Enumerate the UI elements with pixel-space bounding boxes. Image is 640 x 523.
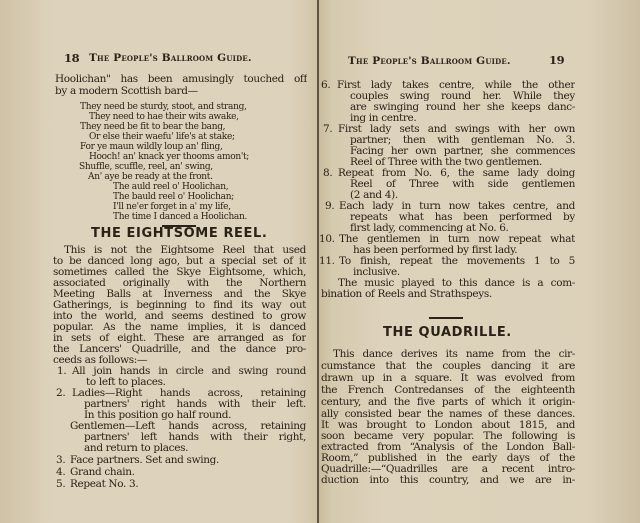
step-line: First lady sets and swings with her own bbox=[338, 124, 575, 135]
body-line: century, and the five parts of which it origin- bbox=[321, 397, 575, 408]
step-line: First lady takes centre, while the other bbox=[337, 80, 575, 91]
step-line: Facing her own partner, she commences bbox=[350, 146, 575, 157]
section-rule bbox=[429, 317, 463, 319]
music-line: The music played to this dance is a com- bbox=[338, 278, 575, 289]
body-line: into the world, and seems destined to grow bbox=[53, 311, 306, 322]
poem-line: For ye maun wildly loup an' fling, bbox=[80, 142, 223, 152]
poem-line: Or else their waefu' life's at stake; bbox=[89, 132, 235, 142]
body-line: drawn up in a square. It was evolved from bbox=[321, 373, 575, 384]
page-number: 19 bbox=[549, 53, 565, 67]
poem-line: They need be sturdy, stoot, and strang, bbox=[80, 102, 247, 112]
body-line: It was brought to London about 1815, and bbox=[321, 420, 575, 431]
step-line: Gentlemen—Left hands across, retaining bbox=[70, 421, 306, 432]
step-number: 8. bbox=[323, 167, 333, 179]
step-line: partners' left hands with their right, bbox=[84, 432, 306, 443]
poem-line: I'll ne'er forget in a' my life, bbox=[113, 202, 231, 212]
step-number: 9. bbox=[325, 200, 335, 212]
step-line: and return to places. bbox=[84, 442, 189, 454]
step-line: are swinging round her she keeps danc- bbox=[350, 102, 575, 113]
body-line: the Lancers' Quadrille, and the dance pro- bbox=[53, 344, 306, 355]
left-page bbox=[0, 0, 317, 523]
step-line: To finish, repeat the movements 1 to 5 bbox=[339, 256, 575, 267]
step-number: 4. bbox=[56, 466, 66, 478]
step-number: 6. bbox=[321, 79, 331, 91]
poem-line: Hooch! an' knack yer thooms amon't; bbox=[89, 152, 250, 162]
step-line: couples swing round her. While they bbox=[350, 91, 575, 102]
step-line: first lady, commencing at No. 6. bbox=[350, 222, 509, 234]
body-line: cumstance that the couples dancing it are bbox=[321, 361, 575, 372]
step-line: Grand chain. bbox=[70, 466, 135, 478]
step-line: In this position go half round. bbox=[84, 409, 232, 421]
poem-line: The auld reel o' Hoolichan, bbox=[113, 182, 229, 192]
section-title: THE EIGHTSOME REEL. bbox=[91, 226, 268, 241]
step-line: The gentlemen in turn now repeat what bbox=[339, 234, 575, 245]
running-head: The People's Ballroom Guide. bbox=[348, 55, 511, 67]
poem-line: An' aye be ready at the front. bbox=[88, 172, 213, 182]
step-line: (2 and 4). bbox=[350, 189, 398, 201]
body-line: Room,” published in the early days of the bbox=[321, 453, 575, 464]
body-line: extracted from “Analysis of the London Ball- bbox=[321, 442, 575, 453]
step-number: 11. bbox=[319, 255, 335, 267]
body-line: Meeting Balls at Inverness and the Skye bbox=[53, 289, 306, 300]
body-line: in sets of eight. These are arranged as for bbox=[53, 333, 306, 344]
poem-line: They need to hae their wits awake, bbox=[89, 112, 239, 122]
body-line: Gatherings, is beginning to find its way out bbox=[53, 300, 306, 311]
poem-line: The bauld reel o' Hoolichan; bbox=[113, 192, 234, 202]
body-line: ally consisted bear the names of these dances. bbox=[321, 409, 575, 420]
body-line: soon became very popular. The following is bbox=[321, 431, 575, 442]
poem-line: The time I danced a Hoolichan. bbox=[113, 212, 248, 222]
body-line: This is not the Eightsome Reel that used bbox=[64, 245, 306, 256]
step-line: Reel of Three with the two gentlemen. bbox=[350, 156, 543, 168]
body-line: associated originally with the Northern bbox=[53, 278, 306, 289]
step-number: 2. bbox=[56, 387, 66, 399]
poem-line: Shuffle, scuffle, reel, an' swing, bbox=[79, 162, 213, 172]
body-line: Quadrille:—“Quadrilles are a recent intro- bbox=[321, 464, 575, 475]
step-line: All join hands in circle and swing round bbox=[72, 366, 306, 377]
body-line: ceeds as follows:— bbox=[53, 354, 148, 366]
section-title: THE QUADRILLE. bbox=[383, 325, 512, 340]
body-line: to be danced long ago, but a special set of it bbox=[53, 256, 306, 267]
step-line: has been performed by first lady. bbox=[353, 244, 518, 256]
step-line: to left to places. bbox=[86, 376, 166, 388]
right-page bbox=[319, 0, 640, 523]
step-number: 5. bbox=[56, 478, 66, 490]
running-head: The People's Ballroom Guide. bbox=[89, 52, 252, 64]
body-line: duction into this country, and we are in- bbox=[321, 475, 575, 486]
music-line: bination of Reels and Strathspeys. bbox=[321, 288, 492, 300]
step-number: 1. bbox=[57, 365, 67, 377]
body-line: sometimes called the Skye Eightsome, which, bbox=[53, 267, 306, 278]
step-line: Repeat No. 3. bbox=[70, 478, 139, 490]
body-line: popular. As the name implies, it is danced bbox=[53, 322, 306, 333]
intro-line: Hoolichan" has been amusingly touched off bbox=[55, 74, 307, 85]
intro-line: by a modern Scottish bard— bbox=[55, 85, 198, 97]
step-number: 10. bbox=[319, 233, 335, 245]
step-number: 7. bbox=[323, 123, 333, 135]
step-line: Each lady in turn now takes centre, and bbox=[339, 201, 575, 212]
step-line: Repeat from No. 6, the same lady doing bbox=[338, 168, 575, 179]
step-line: repeats what has been performed by bbox=[350, 212, 575, 223]
page-number: 18 bbox=[64, 51, 80, 65]
step-line: Reel of Three with side gentlemen bbox=[350, 179, 575, 190]
body-line: This dance derives its name from the cir- bbox=[333, 349, 575, 360]
step-line: partners' right hands with their left. bbox=[84, 399, 306, 410]
step-line: Ladies—Right hands across, retaining bbox=[72, 388, 306, 399]
step-line: Face partners. Set and swing. bbox=[70, 454, 219, 466]
poem-line: They need be fit to bear the bang, bbox=[80, 122, 226, 132]
step-line: ing in centre. bbox=[350, 112, 417, 124]
step-line: partner; then with gentleman No. 3. bbox=[350, 135, 575, 146]
step-line: inclusive. bbox=[353, 266, 400, 278]
body-line: the French Contredanses of the eighteenth bbox=[321, 385, 575, 396]
step-number: 3. bbox=[56, 454, 66, 466]
